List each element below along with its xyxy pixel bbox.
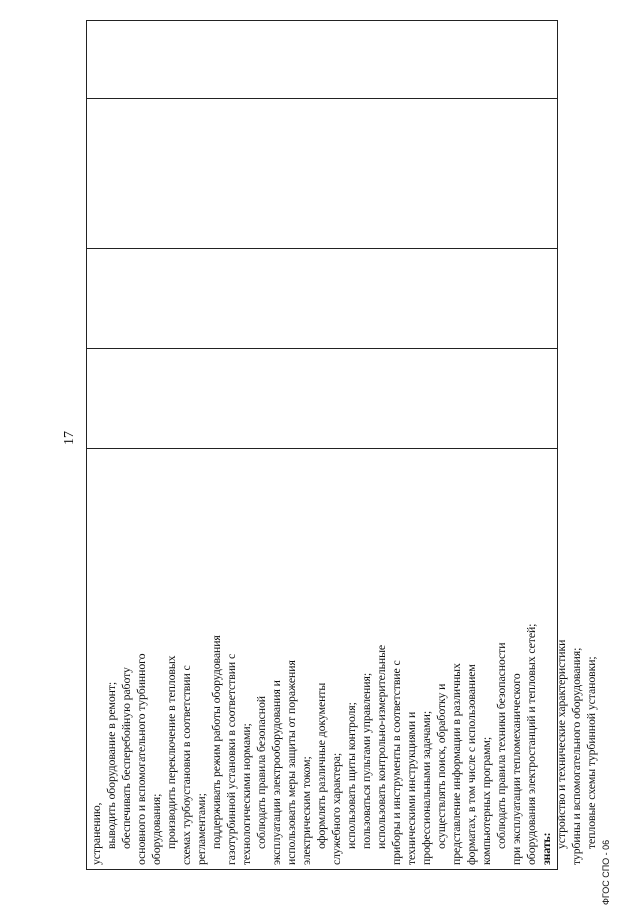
text-line: служебного характера; [329, 752, 343, 865]
text-line: оборудования электростанций и тепловых сетей; [524, 623, 538, 865]
text-line: пользоваться пультами управления; [359, 673, 373, 849]
text-line: турбины и вспомогательного оборудования; [569, 647, 583, 865]
text-line: электрическим током; [299, 756, 313, 865]
text-line: устройство и технические характеристики [554, 639, 568, 849]
text-line: знать: [539, 832, 553, 865]
text-line: поддерживать режим работы оборудования [209, 635, 223, 849]
text-line: при эксплуатации тепломеханического [509, 673, 523, 865]
footer-doc-code: ФГОС СПО - 06 [601, 839, 611, 905]
text-line: использовать щиты контроля; [344, 702, 358, 849]
text-line: техническими инструкциями и [404, 711, 418, 865]
text-line: соблюдать правила техники безопасности [494, 642, 508, 849]
text-line: соблюдать правила безопасной [254, 696, 268, 849]
text-line: представление информации в различных [449, 663, 463, 865]
text-line: производить переключение в тепловых [164, 655, 178, 849]
text-line: регламентами; [194, 793, 208, 865]
text-line: выводить оборудование в ремонт; [104, 681, 118, 849]
text-line: оформлять различные документы [314, 682, 328, 849]
table-cell-skills-text [89, 451, 598, 865]
text-line: схемах турбоустановки в соответствии с [179, 665, 193, 865]
column-divider [87, 98, 557, 99]
text-line: использовать меры защиты от поражения [284, 660, 298, 865]
column-divider [87, 248, 557, 249]
text-line: использовать контрольно-измерительные [374, 644, 388, 849]
competency-table [86, 20, 598, 870]
text-line: эксплуатации электрооборудования и [269, 680, 283, 865]
text-line: основного и вспомогательного турбинного [134, 653, 148, 865]
text-line: технологическими нормами; [239, 723, 253, 865]
text-line: форматах, в том числе с использованием [464, 664, 478, 865]
text-line: тепловые схемы турбинной установки; [584, 656, 598, 849]
text-line: обеспечивать бесперебойную работу [119, 667, 133, 849]
text-line: устранению, [89, 802, 103, 865]
text-line: компьютерных программ; [479, 736, 493, 865]
text-line: осуществлять поиск, обработку и [434, 683, 448, 849]
text-line: оборудования; [149, 793, 163, 865]
text-line: профессиональными задачами; [419, 710, 433, 865]
page-number: 17 [62, 431, 77, 445]
column-divider [87, 448, 557, 449]
text-line: приборы и инструменты в соответствие с [389, 660, 403, 865]
column-divider [87, 348, 557, 349]
text-line: газотурбинной установки в соответствии с [224, 653, 238, 865]
